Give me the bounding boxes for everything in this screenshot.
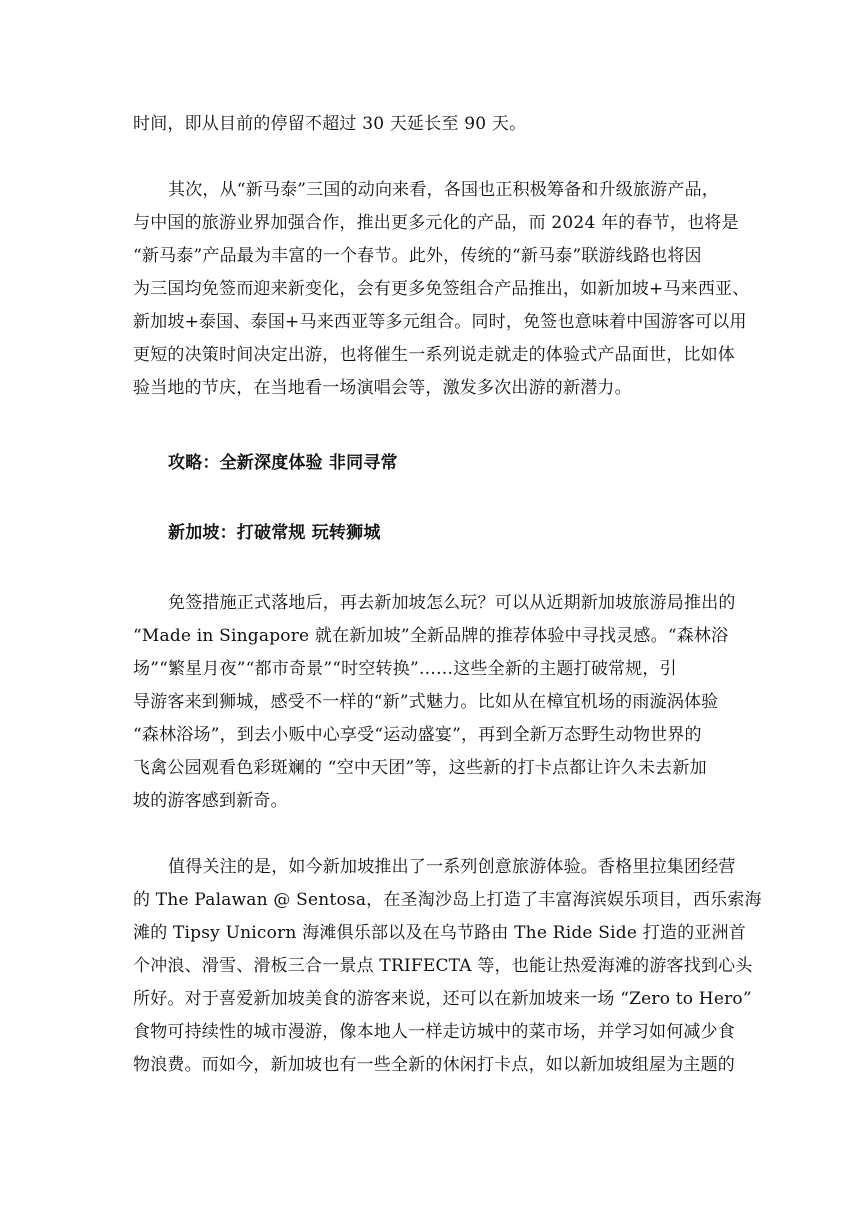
paragraph-line: 为三国均免签而迎来新变化，会有更多免签组合产品推出，如新加坡+马来西亚、 [133,279,750,299]
paragraph-line: 新加坡+泰国、泰国+马来西亚等多元组合。同时，免签也意味着中国游客可以用 [133,312,747,332]
paragraph-line: 滩的 Tipsy Unicorn 海滩俱乐部以及在乌节路由 The Ride Side 打造的亚洲首 [133,923,746,943]
paragraph-line: 物浪费。而如今，新加坡也有一些全新的休闲打卡点，如以新加坡组屋为主题的 [133,1055,735,1075]
paragraph-line: 更短的决策时间决定出游，也将催生一系列说走就走的体验式产品面世，比如体 [133,345,735,365]
paragraph-line: 飞禽公园观看色彩斑斓的 “空中天团”等，这些新的打卡点都让许久未去新加 [133,758,707,778]
paragraph-line: “森林浴场”，到去小贩中心享受“运动盛宴”，再到全新万态野生动物世界的 [133,725,702,745]
paragraph-line: 所好。对于喜爱新加坡美食的游客来说，还可以在新加坡来一场 “Zero to Hero” [133,989,752,1009]
paragraph-line: 场”“繁星月夜”“都市奇景”“时空转换”……这些全新的主题打破常规，引 [133,659,677,679]
paragraph-line: “新马泰”产品最为丰富的一个春节。此外，传统的“新马泰”联游线路也将因 [133,246,702,266]
paragraph-line: 免签措施正式落地后，再去新加坡怎么玩？可以从近期新加坡旅游局推出的 [168,593,736,613]
paragraph-line: 其次，从“新马泰”三国的动向来看，各国也正积极筹备和升级旅游产品， [168,180,719,200]
paragraph-line: 与中国的旅游业界加强合作，推出更多元化的产品，而 2024 年的春节，也将是 [133,213,739,233]
paragraph-line: 时间，即从目前的停留不超过 30 天延长至 90 天。 [133,114,527,134]
paragraph-line: 的 The Palawan @ Sentosa，在圣淘沙岛上打造了丰富海滨娱乐项目，西乐索海 [133,890,762,910]
subsection-heading: 新加坡：打破常规 玩转狮城 [168,523,381,543]
paragraph-line: 个冲浪、滑雪、滑板三合一景点 TRIFECTA 等，也能让热爱海滩的游客找到心头 [133,956,753,976]
paragraph-line: 值得关注的是，如今新加坡推出了一系列创意旅游体验。香格里拉集团经营 [168,857,736,877]
paragraph-line: 食物可持续性的城市漫游，像本地人一样走访城中的菜市场，并学习如何减少食 [133,1022,735,1042]
paragraph-line: 导游客来到狮城，感受不一样的“新”式魅力。比如从在樟宜机场的雨漩涡体验 [133,692,719,712]
section-heading: 攻略：全新深度体验 非同寻常 [168,453,398,473]
paragraph-line: 验当地的节庆，在当地看一场演唱会等，激发多次出游的新潜力。 [133,378,632,398]
paragraph-line: “Made in Singapore 就在新加坡”全新品牌的推荐体验中寻找灵感。“森林浴 [133,626,729,646]
paragraph-line: 坡的游客感到新奇。 [133,791,288,811]
